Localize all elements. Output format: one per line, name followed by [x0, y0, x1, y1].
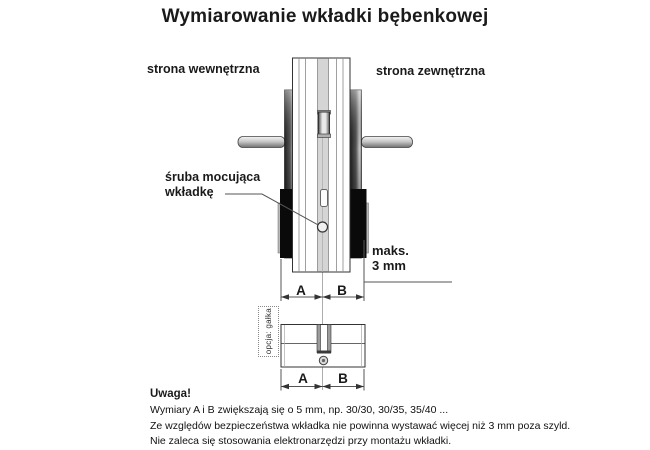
note-line-2: Ze względów bezpieczeństwa wkładka nie powinna wystawać więcej niż 3 mm poza szyld. [150, 419, 571, 432]
max-protrusion-label-line2: 3 mm [372, 257, 406, 273]
dimension-a-upper: A [296, 283, 306, 298]
fixing-screw-slot [321, 190, 328, 207]
inner-handle-spindle [238, 137, 285, 148]
knob-option-box [258, 306, 279, 357]
note-line-1: Wymiary A i B zwiększają się o 5 mm, np. 30/30, 30/35, 35/40 ... [150, 404, 449, 416]
keyway [318, 111, 331, 138]
outer-cylinder-end [350, 189, 369, 258]
max-protrusion-label [372, 244, 409, 273]
fixing-screw [318, 222, 328, 232]
dimension-b-upper: B [337, 283, 347, 298]
max-protrusion-label-line1: maks. [372, 243, 409, 258]
knob-option-label: opcja: gałka [264, 308, 273, 355]
mounting-screw-label-line1: śruba mocująca [165, 170, 261, 184]
mounting-screw-label-line2: wkładkę [165, 185, 214, 199]
door-cross-section [293, 58, 351, 272]
dimension-b-lower: B [338, 371, 348, 386]
dimension-a-lower: A [298, 371, 308, 386]
cam-notch [317, 325, 331, 354]
note-line-3: Nie zaleca się stosowania elektronarzędzi przy montażu wkładki. [150, 435, 452, 447]
lower-fixing-screw [319, 356, 327, 364]
cylinder-strip [318, 59, 329, 272]
inner-side-label: strona wewnętrzna [147, 62, 260, 76]
notes-heading: Uwaga! [150, 388, 191, 400]
page-title: Wymiarowanie wkładki bębenkowej [161, 6, 489, 27]
notes-block [150, 388, 620, 450]
mounting-screw-label [165, 170, 260, 200]
outer-side-label: strona zewnętrzna [376, 64, 486, 78]
outer-handle-spindle [362, 137, 413, 148]
